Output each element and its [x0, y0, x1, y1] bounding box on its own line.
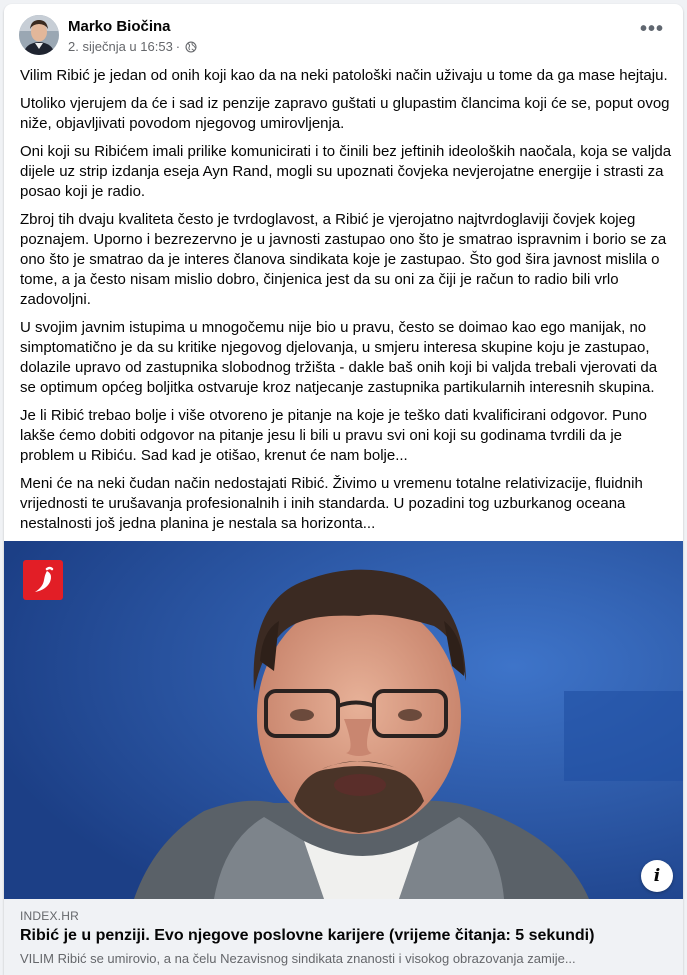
link-title[interactable]: Ribić je u penziji. Evo njegove poslovne karijere (vrijeme čitanja: 5 sekundi) [20, 927, 595, 944]
post-paragraph: Utoliko vjerujem da će i sad iz penzije zapravo guštati u glupastim člancima koji će se, poput ovog niže, objavljivati povodom njegovog umirovljenja. [20, 95, 670, 132]
portrait-photo [4, 541, 683, 899]
link-preview-image[interactable] [4, 541, 683, 899]
post-paragraph: Vilim Ribić je jedan od onih koji kao da na neki patološki način uživaju u tome da ga mase hejtaju. [20, 67, 668, 84]
post-header [4, 4, 683, 64]
more-options-icon[interactable]: ••• [639, 18, 664, 40]
link-preview-card[interactable] [4, 899, 683, 975]
post-meta [68, 39, 197, 54]
author-avatar[interactable] [19, 15, 59, 55]
post-paragraph: Zbroj tih dvaju kvaliteta često je tvrdoglavost, a Ribić je vjerojatno najtvrdoglaviji čovjek kojeg poznajem. Uporno i bezrezervno je u javnosti zastupao ono što je smatrao ispravnim i borio se za ono što je smatrao da je interes članova sindikata koje je zastupao. Što god šira javnost mislila o tome, a ja često nisam mislio dobro, činjenica jest da su oni za čiji je račun to radio bili vrlo zadovoljni. [20, 211, 667, 308]
chili-pepper-icon [23, 560, 63, 600]
link-domain: INDEX.HR [20, 909, 79, 923]
post-timestamp[interactable]: 2. siječnja u 16:53 [68, 39, 173, 54]
post-card [4, 4, 683, 975]
author-name[interactable]: Marko Biočina [68, 18, 171, 35]
post-paragraph: Oni koji su Ribićem imali prilike komunicirati i to činili bez jeftinih ideoloških naočala, koja se valjda dijele uz strip izdanja eseja Ayn Rand, mogli su upoznati čovjeka nevjerojatne energije i strasti za posao koji je radio. [20, 143, 672, 200]
meta-separator: · [175, 39, 181, 54]
link-description: VILIM Ribić se umirovio, a na čelu Nezavisnog sindikata znanosti i visokog obrazovanja zamije... [20, 951, 576, 966]
avatar-portrait [19, 15, 59, 55]
post-paragraph: U svojim javnim istupima u mnogočemu nije bio u pravu, često se doimao kao ego manijak, no simptomatično je da su kritike njegovog djelovanja, u smjeru interesa skupine koju je zastupao, dolazile upravo od zastupnika slobodnog tržišta - dakle baš onih koji bi valjda trebali vjerovati da se optimum općeg boljitka ostvaruje kroz natjecanje zastupnika partikularnih interesnih skupina. [20, 319, 658, 396]
post-paragraph: Je li Ribić trebao bolje i više otvoreno je pitanje na koje je teško dati kvalificirani odgovor. Puno lakše ćemo dobiti odgovor na pitanje jesu li bili u pravu svi oni koji su godinama tvrdili da je problem u Ribiću. Sad kad je otišao, krenut će nam bolje... [20, 407, 648, 464]
info-icon[interactable]: i [641, 860, 673, 892]
post-body [20, 66, 672, 542]
globe-icon[interactable] [185, 41, 197, 53]
post-paragraph: Meni će na neki čudan način nedostajati Ribić. Živimo u vremenu totalne relativizacije, fluidnih vrijednosti te urušavanja profesionalnih i inih standarda. U pozadini tog uzburkanog oceana nestalnosti još jedna planina je nestala sa horizonta... [20, 475, 643, 532]
